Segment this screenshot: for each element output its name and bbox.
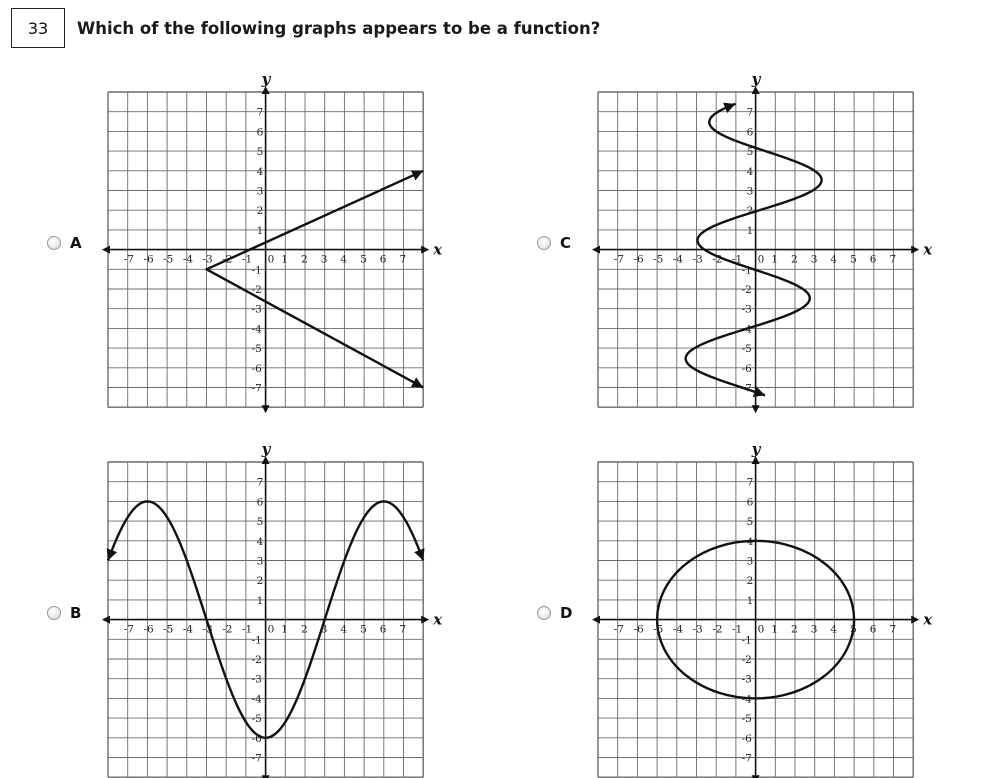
- y-axis-arrow-bottom: [262, 405, 270, 413]
- y-tick-label: -1: [251, 634, 262, 647]
- y-tick-label: -4: [741, 693, 752, 706]
- y-tick-label: 4: [256, 165, 264, 178]
- y-tick-label: -7: [741, 752, 752, 765]
- x-axis-arrow-right: [911, 616, 919, 624]
- x-tick-label: 6: [379, 623, 387, 636]
- x-tick-label: 1: [281, 253, 288, 266]
- y-tick-label: -2: [741, 284, 752, 296]
- x-tick-label: 7: [399, 253, 407, 266]
- y-tick-label: 2: [746, 205, 754, 218]
- x-axis-arrow-left: [102, 246, 110, 254]
- graph-curve: [207, 171, 424, 388]
- y-tick-label: 1: [256, 224, 264, 237]
- x-tick-label: 5: [850, 253, 857, 266]
- x-tick-label: -3: [692, 253, 703, 266]
- x-axis-arrow-right: [911, 246, 919, 254]
- x-tick-label: -5: [163, 623, 174, 636]
- y-tick-label: -4: [251, 323, 262, 336]
- y-tick-label: -3: [741, 673, 752, 686]
- x-tick-label: -1: [241, 253, 253, 266]
- x-tick-label: -4: [672, 623, 684, 636]
- x-axis-arrow-right: [421, 246, 429, 254]
- x-tick-label: -1: [731, 253, 743, 266]
- y-tick-label: 4: [256, 535, 264, 548]
- choice-a[interactable]: [47, 234, 82, 252]
- y-tick-label: -6: [741, 362, 752, 375]
- choice-d[interactable]: [537, 604, 572, 622]
- y-tick-label: -6: [741, 732, 752, 745]
- x-axis-arrow-right: [421, 616, 429, 624]
- x-tick-label: 0: [267, 623, 275, 636]
- x-tick-label: -5: [163, 253, 174, 266]
- x-tick-label: 4: [340, 623, 348, 636]
- y-tick-label: -5: [251, 713, 262, 726]
- x-tick-label: 6: [869, 623, 877, 636]
- x-tick-label: 3: [810, 623, 818, 636]
- x-tick-label: 7: [399, 623, 407, 636]
- y-tick-label: 4: [746, 535, 754, 548]
- x-tick-label: -7: [123, 623, 134, 636]
- x-tick-label: 5: [360, 253, 367, 266]
- y-tick-label: 5: [746, 146, 754, 159]
- x-tick-label: 3: [320, 253, 328, 266]
- x-tick-label: -6: [143, 623, 154, 636]
- y-tick-label: -6: [251, 732, 262, 745]
- x-tick-label: -7: [613, 253, 624, 266]
- x-tick-label: -4: [182, 253, 194, 266]
- y-tick-label: -5: [251, 343, 262, 356]
- y-tick-label: 6: [746, 496, 754, 509]
- x-tick-label: 6: [379, 253, 387, 266]
- x-tick-label: -5: [653, 623, 664, 636]
- x-tick-label: -2: [712, 623, 723, 636]
- y-tick-label: 7: [746, 476, 754, 489]
- x-axis-label: x: [433, 240, 443, 259]
- radio-button-a[interactable]: [47, 236, 61, 250]
- y-tick-label: 5: [256, 146, 264, 159]
- x-tick-label: -4: [672, 253, 684, 266]
- x-tick-label: 4: [830, 253, 838, 266]
- y-tick-label: -1: [251, 264, 262, 277]
- x-tick-label: 1: [281, 623, 288, 636]
- y-tick-label: 4: [746, 165, 754, 178]
- x-axis-label: x: [433, 610, 443, 629]
- y-tick-label: 1: [256, 594, 264, 607]
- y-tick-label: -3: [251, 673, 262, 686]
- y-tick-label: -2: [251, 284, 262, 296]
- y-tick-label: -4: [251, 693, 262, 706]
- y-axis-label: y: [261, 440, 271, 458]
- x-tick-label: -6: [633, 623, 644, 636]
- graph-a: [88, 72, 448, 412]
- x-tick-label: -7: [613, 623, 624, 636]
- x-axis-arrow-left: [592, 246, 600, 254]
- choice-letter-a: A: [70, 234, 82, 252]
- graph-b: [88, 442, 448, 778]
- question-prompt: Which of the following graphs appears to be a function?: [77, 19, 601, 38]
- x-tick-label: -2: [222, 253, 233, 266]
- x-tick-label: -7: [123, 253, 134, 266]
- x-tick-label: -3: [202, 623, 213, 636]
- y-tick-label: -2: [741, 654, 752, 666]
- choice-c[interactable]: [537, 234, 571, 252]
- choice-letter-b: B: [70, 604, 82, 622]
- y-axis-label: y: [751, 70, 761, 88]
- y-tick-label: 7: [256, 476, 264, 489]
- y-tick-label: -5: [741, 343, 752, 356]
- y-tick-label: 1: [746, 594, 754, 607]
- question-number: 33: [11, 8, 65, 48]
- y-tick-label: 6: [256, 126, 264, 139]
- x-tick-label: -2: [222, 623, 233, 636]
- x-tick-label: 7: [889, 253, 897, 266]
- x-axis-label: x: [923, 610, 933, 629]
- x-tick-label: 6: [869, 253, 877, 266]
- x-axis-arrow-left: [102, 616, 110, 624]
- y-tick-label: 2: [256, 575, 264, 588]
- y-tick-label: -6: [251, 362, 262, 375]
- x-tick-label: -3: [202, 253, 213, 266]
- x-tick-label: 3: [810, 253, 818, 266]
- radio-button-c[interactable]: [537, 236, 551, 250]
- y-tick-label: 7: [746, 106, 754, 119]
- x-tick-label: 2: [301, 623, 308, 636]
- y-tick-label: -2: [251, 654, 262, 666]
- choice-letter-c: C: [560, 234, 572, 252]
- x-tick-label: -2: [712, 253, 723, 266]
- y-tick-label: 2: [256, 205, 264, 218]
- y-tick-label: 6: [746, 126, 754, 139]
- y-axis-arrow-bottom: [752, 405, 760, 413]
- y-tick-label: -4: [741, 323, 752, 336]
- y-tick-label: 2: [746, 575, 754, 588]
- x-tick-label: 2: [791, 253, 798, 266]
- graph-c: [578, 72, 938, 412]
- y-tick-label: -1: [741, 634, 752, 647]
- x-tick-label: -6: [633, 253, 644, 266]
- y-tick-label: -7: [251, 752, 262, 765]
- x-tick-label: 4: [340, 253, 348, 266]
- x-tick-label: -4: [182, 623, 194, 636]
- x-tick-label: 3: [320, 623, 328, 636]
- x-tick-label: 0: [267, 253, 275, 266]
- x-tick-label: -1: [241, 623, 253, 636]
- radio-button-d[interactable]: [537, 606, 551, 620]
- x-tick-label: -5: [653, 253, 664, 266]
- y-tick-label: 3: [256, 555, 264, 568]
- y-tick-label: -7: [741, 382, 752, 395]
- y-tick-label: 6: [256, 496, 264, 509]
- y-tick-label: -5: [741, 713, 752, 726]
- x-tick-label: -1: [731, 623, 743, 636]
- x-tick-label: 1: [771, 253, 778, 266]
- x-tick-label: 5: [850, 623, 857, 636]
- x-tick-label: 2: [791, 623, 798, 636]
- x-tick-label: 0: [757, 253, 765, 266]
- x-tick-label: 2: [301, 253, 308, 266]
- y-axis-label: y: [751, 440, 761, 458]
- y-tick-label: 3: [746, 555, 754, 568]
- x-tick-label: 1: [771, 623, 778, 636]
- choice-letter-d: D: [560, 604, 573, 622]
- x-axis-arrow-left: [592, 616, 600, 624]
- x-tick-label: 7: [889, 623, 897, 636]
- y-tick-label: 7: [256, 106, 264, 119]
- y-axis-label: y: [261, 70, 271, 88]
- y-tick-label: 5: [256, 516, 264, 529]
- x-tick-label: 4: [830, 623, 838, 636]
- y-tick-label: -7: [251, 382, 262, 395]
- y-tick-label: 3: [746, 185, 754, 198]
- y-tick-label: -1: [741, 264, 752, 277]
- x-axis-label: x: [923, 240, 933, 259]
- y-tick-label: -3: [251, 303, 262, 316]
- y-tick-label: -3: [741, 303, 752, 316]
- graph-d: [578, 442, 938, 778]
- x-tick-label: -3: [692, 623, 703, 636]
- y-tick-label: 1: [746, 224, 754, 237]
- choice-b[interactable]: [47, 604, 81, 622]
- x-tick-label: 5: [360, 623, 367, 636]
- x-tick-label: 0: [757, 623, 765, 636]
- y-tick-label: 3: [256, 185, 264, 198]
- y-tick-label: 5: [746, 516, 754, 529]
- x-tick-label: -6: [143, 253, 154, 266]
- radio-button-b[interactable]: [47, 606, 61, 620]
